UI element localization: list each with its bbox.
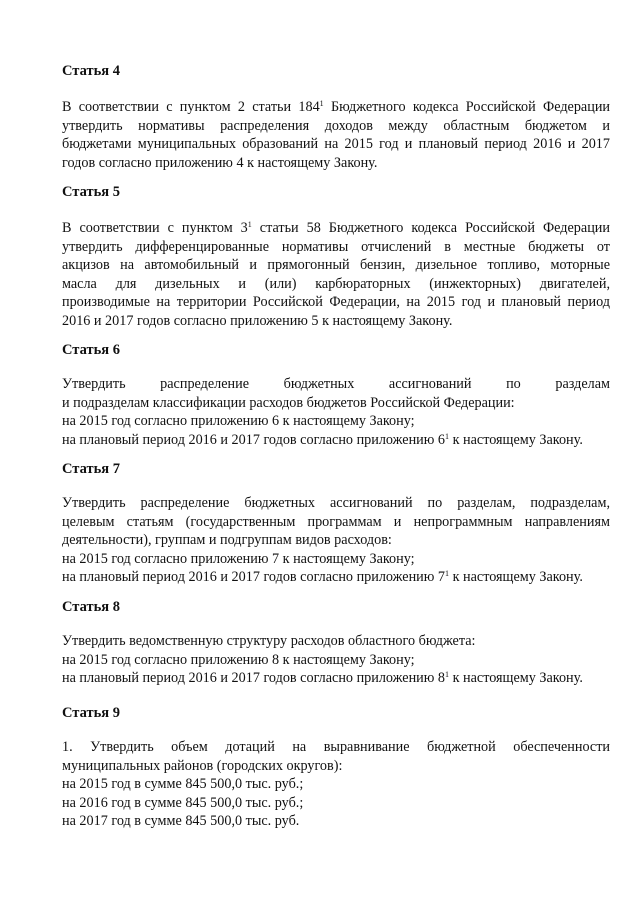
text-line: целевым статьям (государственным программам и непрограммным направлениям — [62, 513, 610, 530]
article-8-text — [62, 632, 610, 688]
text-line: на 2015 год согласно приложению 7 к настоящему Закону; — [62, 550, 415, 567]
text-line: Утвердить ведомственную структуру расходов областного бюджета: — [62, 633, 476, 649]
text-line: на 2015 год в сумме 845 500,0 тыс. руб.; — [62, 776, 304, 793]
text-line: Утвердить распределение бюджетных ассигнований по разделам — [62, 376, 610, 392]
text-line: деятельности), группам и подгруппам видов расходов: — [62, 532, 392, 549]
article-7-text — [62, 494, 610, 587]
text-line: на плановый период 2016 и 2017 годов согласно приложению $8^1$ к настоящему Закону. — [62, 670, 583, 687]
text-line: В соответствии с пунктом 2 статьи $184^1$ Бюджетного кодекса Российской Федерации — [62, 99, 610, 115]
text-line: акцизов на автомобильный и прямогонный бензин, дизельное топливо, моторные — [62, 257, 610, 274]
text-line: Утвердить распределение бюджетных ассигнований по разделам, подразделам, — [62, 495, 610, 511]
article-4-heading: Статья 4 — [62, 63, 120, 79]
text-line: масла для дизельных и (или) карбюраторных (инжекторных) двигателей, — [62, 275, 610, 292]
text-line: 2016 и 2017 годов согласно приложению 5 к настоящему Закону. — [62, 312, 453, 329]
text-line: на 2015 год согласно приложению 6 к настоящему Закону; — [62, 413, 415, 430]
article-4-text — [62, 98, 610, 172]
article-6-heading: Статья 6 — [62, 342, 120, 358]
article-6-text — [62, 375, 610, 449]
text-line: муниципальных районов (городских округов): — [62, 757, 343, 774]
text-line: на 2017 год в сумме 845 500,0 тыс. руб. — [62, 813, 300, 830]
article-9-heading: Статья 9 — [62, 705, 120, 721]
text-line: В соответствии с пунктом $3^1$ статьи 58 Бюджетного кодекса Российской Федерации — [62, 220, 610, 236]
text-line: бюджетами муниципальных образований на 2015 год и плановый период 2016 и 2017 — [62, 136, 610, 153]
article-9-text — [62, 738, 610, 831]
text-line: и подразделам классификации расходов бюджетов Российской Федерации: — [62, 394, 515, 411]
article-8-heading: Статья 8 — [62, 599, 120, 615]
article-5-text — [62, 219, 610, 331]
text-line: утвердить нормативы распределения доходов между областным бюджетом и — [62, 117, 610, 134]
article-5-heading: Статья 5 — [62, 184, 120, 200]
text-line: на 2016 год в сумме 845 500,0 тыс. руб.; — [62, 794, 304, 811]
article-7-heading: Статья 7 — [62, 461, 120, 477]
text-line: 1. Утвердить объем дотаций на выравнивание бюджетной обеспеченности — [62, 739, 610, 755]
text-line: на плановый период 2016 и 2017 годов согласно приложению $6^1$ к настоящему Закону. — [62, 431, 583, 448]
text-line: годов согласно приложению 4 к настоящему Закону. — [62, 154, 378, 171]
text-line: на 2015 год согласно приложению 8 к настоящему Закону; — [62, 651, 415, 668]
text-line: на плановый период 2016 и 2017 годов согласно приложению $7^1$ к настоящему Закону. — [62, 569, 583, 586]
text-line: утвердить дифференцированные нормативы отчислений в местные бюджеты от — [62, 238, 610, 255]
text-line: производимые на территории Российской Федерации, на 2015 год и плановый период — [62, 294, 610, 311]
